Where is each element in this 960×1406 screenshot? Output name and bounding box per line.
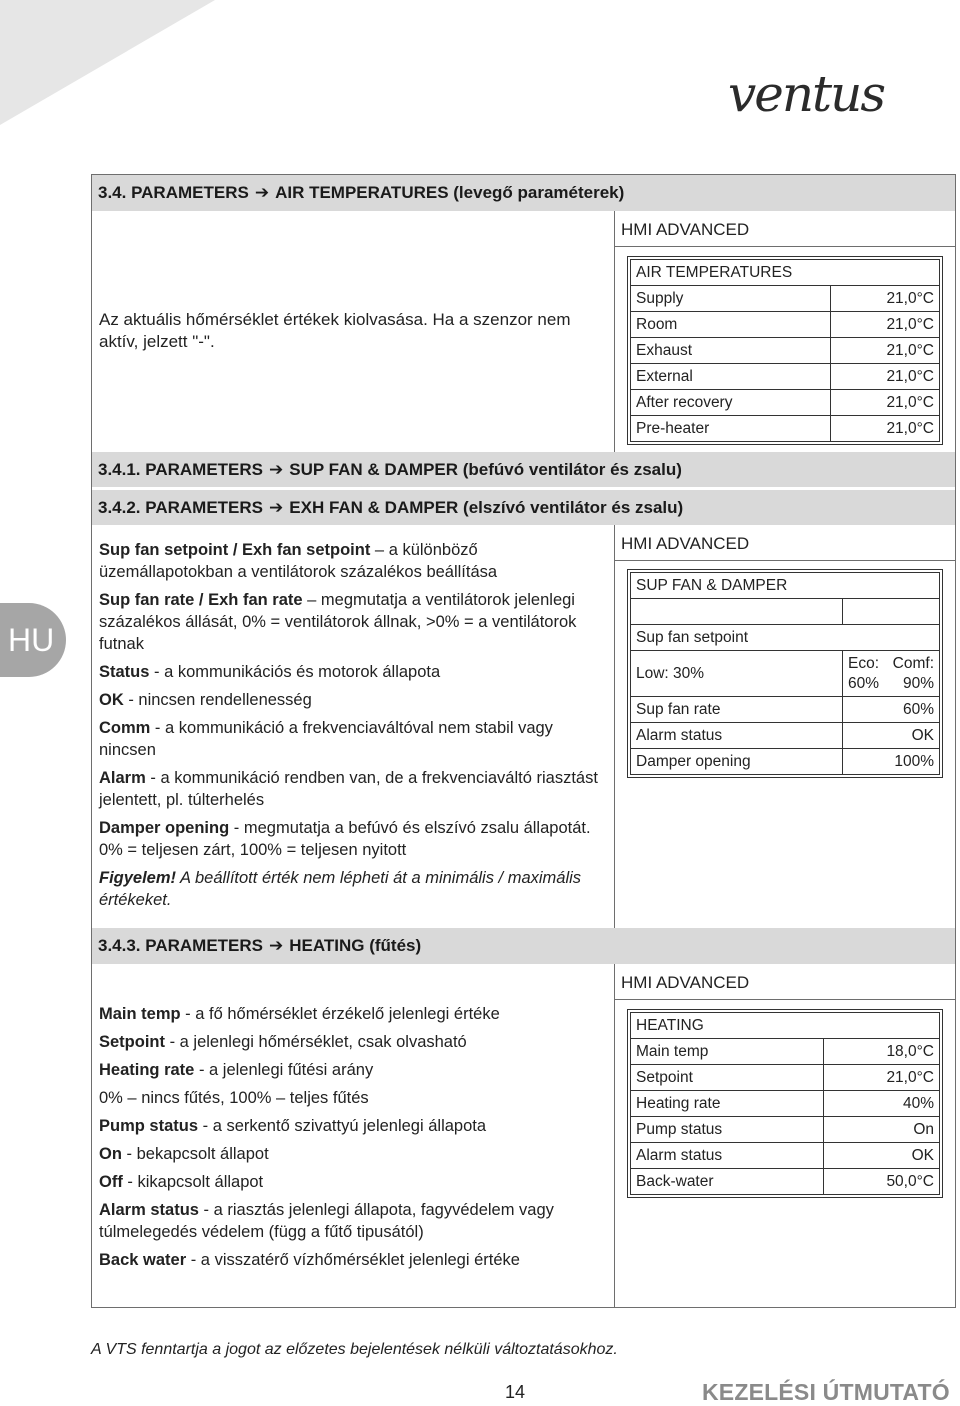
display-row: Back-water 50,0°C — [631, 1169, 940, 1195]
desc-item: Alarm - a kommunikáció rendben van, de a frekvenciaváltó riasztást jelentett, pl. túlterhelés — [99, 769, 598, 809]
section-prefix: 3.4.2. PARAMETERS — [98, 497, 264, 517]
warning-note: Figyelem! A beállított érték nem lépheti át a minimális / maximális értékeket. — [99, 869, 582, 909]
desc-item: Comm - a kommunikáció a frekvenciaváltóval nem stabil vagy nincsen — [99, 719, 553, 759]
display-row: Heating rate 40% — [631, 1091, 940, 1117]
desc-item: Sup fan setpoint / Exh fan setpoint – a különböző üzemállapotokban a ventilátorok százalékos beállítása — [99, 541, 498, 581]
hmi-advanced-title: HMI ADVANCED — [621, 534, 750, 553]
display-row: Sup fan rate 60% — [631, 697, 940, 723]
hmi-advanced-title: HMI ADVANCED — [621, 220, 750, 239]
section-title: HEATING (fűtés) — [289, 936, 422, 955]
corner-decoration — [0, 0, 215, 125]
heating-description — [99, 1003, 604, 1277]
display-row: Supply 21,0°C — [631, 286, 940, 312]
section-prefix: 3.4.1. PARAMETERS — [98, 459, 264, 479]
display-row: Damper opening 100% — [631, 749, 940, 775]
arrow-right-icon: ➔ — [254, 183, 270, 202]
page-number: 14 — [505, 1382, 526, 1402]
section-header-sup-fan — [92, 452, 955, 487]
display-title: SUP FAN & DAMPER — [631, 573, 940, 599]
column-divider — [614, 211, 615, 452]
display-title: HEATING — [631, 1013, 940, 1039]
display-row: After recovery 21,0°C — [631, 390, 940, 416]
manual-title: KEZELÉSI ÚTMUTATÓ — [702, 1379, 950, 1405]
desc-item: Status - a kommunikációs és motorok állapota — [99, 663, 441, 681]
desc-item: Heating rate - a jelenlegi fűtési arány — [99, 1061, 374, 1079]
sup-fan-display — [627, 569, 943, 778]
section-header-heating — [92, 928, 955, 964]
arrow-right-icon: ➔ — [269, 936, 284, 955]
footer-note: A VTS fenntartja a jogot az előzetes bejelentések nélküli változtatásokhoz. — [91, 1341, 618, 1358]
desc-item: Damper opening - megmutatja a befúvó és elszívó zsalu állapotát. 0% = teljesen zárt, 100% = teljesen nyitott — [99, 819, 591, 859]
column-divider — [614, 525, 615, 928]
section-header-exh-fan — [92, 490, 955, 525]
desc-item: On - bekapcsolt állapot — [99, 1145, 269, 1163]
section-prefix: 3.4.3. PARAMETERS — [98, 936, 264, 955]
section-title: AIR TEMPERATURES (levegő paraméterek) — [275, 183, 625, 202]
arrow-right-icon: ➔ — [269, 497, 284, 517]
display-row: External 21,0°C — [631, 364, 940, 390]
column-divider — [614, 964, 615, 1307]
hmi-divider — [615, 999, 955, 1000]
desc-item: Sup fan rate / Exh fan rate – megmutatja a ventilátorok jelenlegi százalékos állását, 0% = ventilátorok állnak, >0% = a ventilátorok futnak — [99, 591, 577, 653]
hmi-divider — [615, 246, 955, 247]
hmi-divider — [615, 560, 955, 561]
arrow-right-icon: ➔ — [269, 459, 284, 479]
desc-item: Back water - a visszatérő vízhőmérséklet jelenlegi értéke — [99, 1251, 520, 1269]
desc-item: Setpoint - a jelenlegi hőmérséklet, csak olvasható — [99, 1033, 467, 1051]
heating-display — [627, 1009, 943, 1198]
hmi-advanced-title: HMI ADVANCED — [621, 973, 750, 992]
air-temperatures-description: Az aktuális hőmérséklet értékek kiolvasása. Ha a szenzor nem aktív, jelzett "-". — [99, 310, 571, 351]
section-title: SUP FAN & DAMPER (befúvó ventilátor és zsalu) — [289, 459, 682, 479]
language-tab: HU — [0, 603, 66, 677]
air-temperatures-display — [627, 256, 943, 445]
display-row-low: Low: 30% Eco: 60% Comf: 90% — [631, 651, 940, 697]
section-title: EXH FAN & DAMPER (elszívó ventilátor és zsalu) — [289, 497, 684, 517]
desc-item: Pump status - a serkentő szivattyú jelenlegi állapota — [99, 1117, 487, 1135]
display-row: Sup fan setpoint — [631, 625, 940, 651]
section-header-air-temperatures — [92, 175, 955, 211]
display-row: Exhaust 21,0°C — [631, 338, 940, 364]
display-row: Main temp 18,0°C — [631, 1039, 940, 1065]
desc-item: Off - kikapcsolt állapot — [99, 1173, 264, 1191]
display-row: Alarm status OK — [631, 1143, 940, 1169]
desc-item: OK - nincsen rendellenesség — [99, 691, 312, 709]
display-title: AIR TEMPERATURES — [631, 260, 940, 286]
display-row: Pump status On — [631, 1117, 940, 1143]
desc-item: 0% – nincs fűtés, 100% – teljes fűtés — [99, 1089, 369, 1107]
display-row: Setpoint 21,0°C — [631, 1065, 940, 1091]
brand-logo: ventus — [728, 65, 884, 123]
desc-item: Main temp - a fő hőmérséklet érzékelő jelenlegi értéke — [99, 1005, 500, 1023]
section-prefix: 3.4. PARAMETERS — [98, 183, 249, 202]
exh-fan-description — [99, 539, 604, 917]
display-row: Pre-heater 21,0°C — [631, 416, 940, 442]
desc-item: Alarm status - a riasztás jelenlegi állapota, fagyvédelem vagy túlmelegedés védelem (függ a fűtő tipusától) — [99, 1201, 554, 1241]
display-row: Alarm status OK — [631, 723, 940, 749]
display-row: Room 21,0°C — [631, 312, 940, 338]
